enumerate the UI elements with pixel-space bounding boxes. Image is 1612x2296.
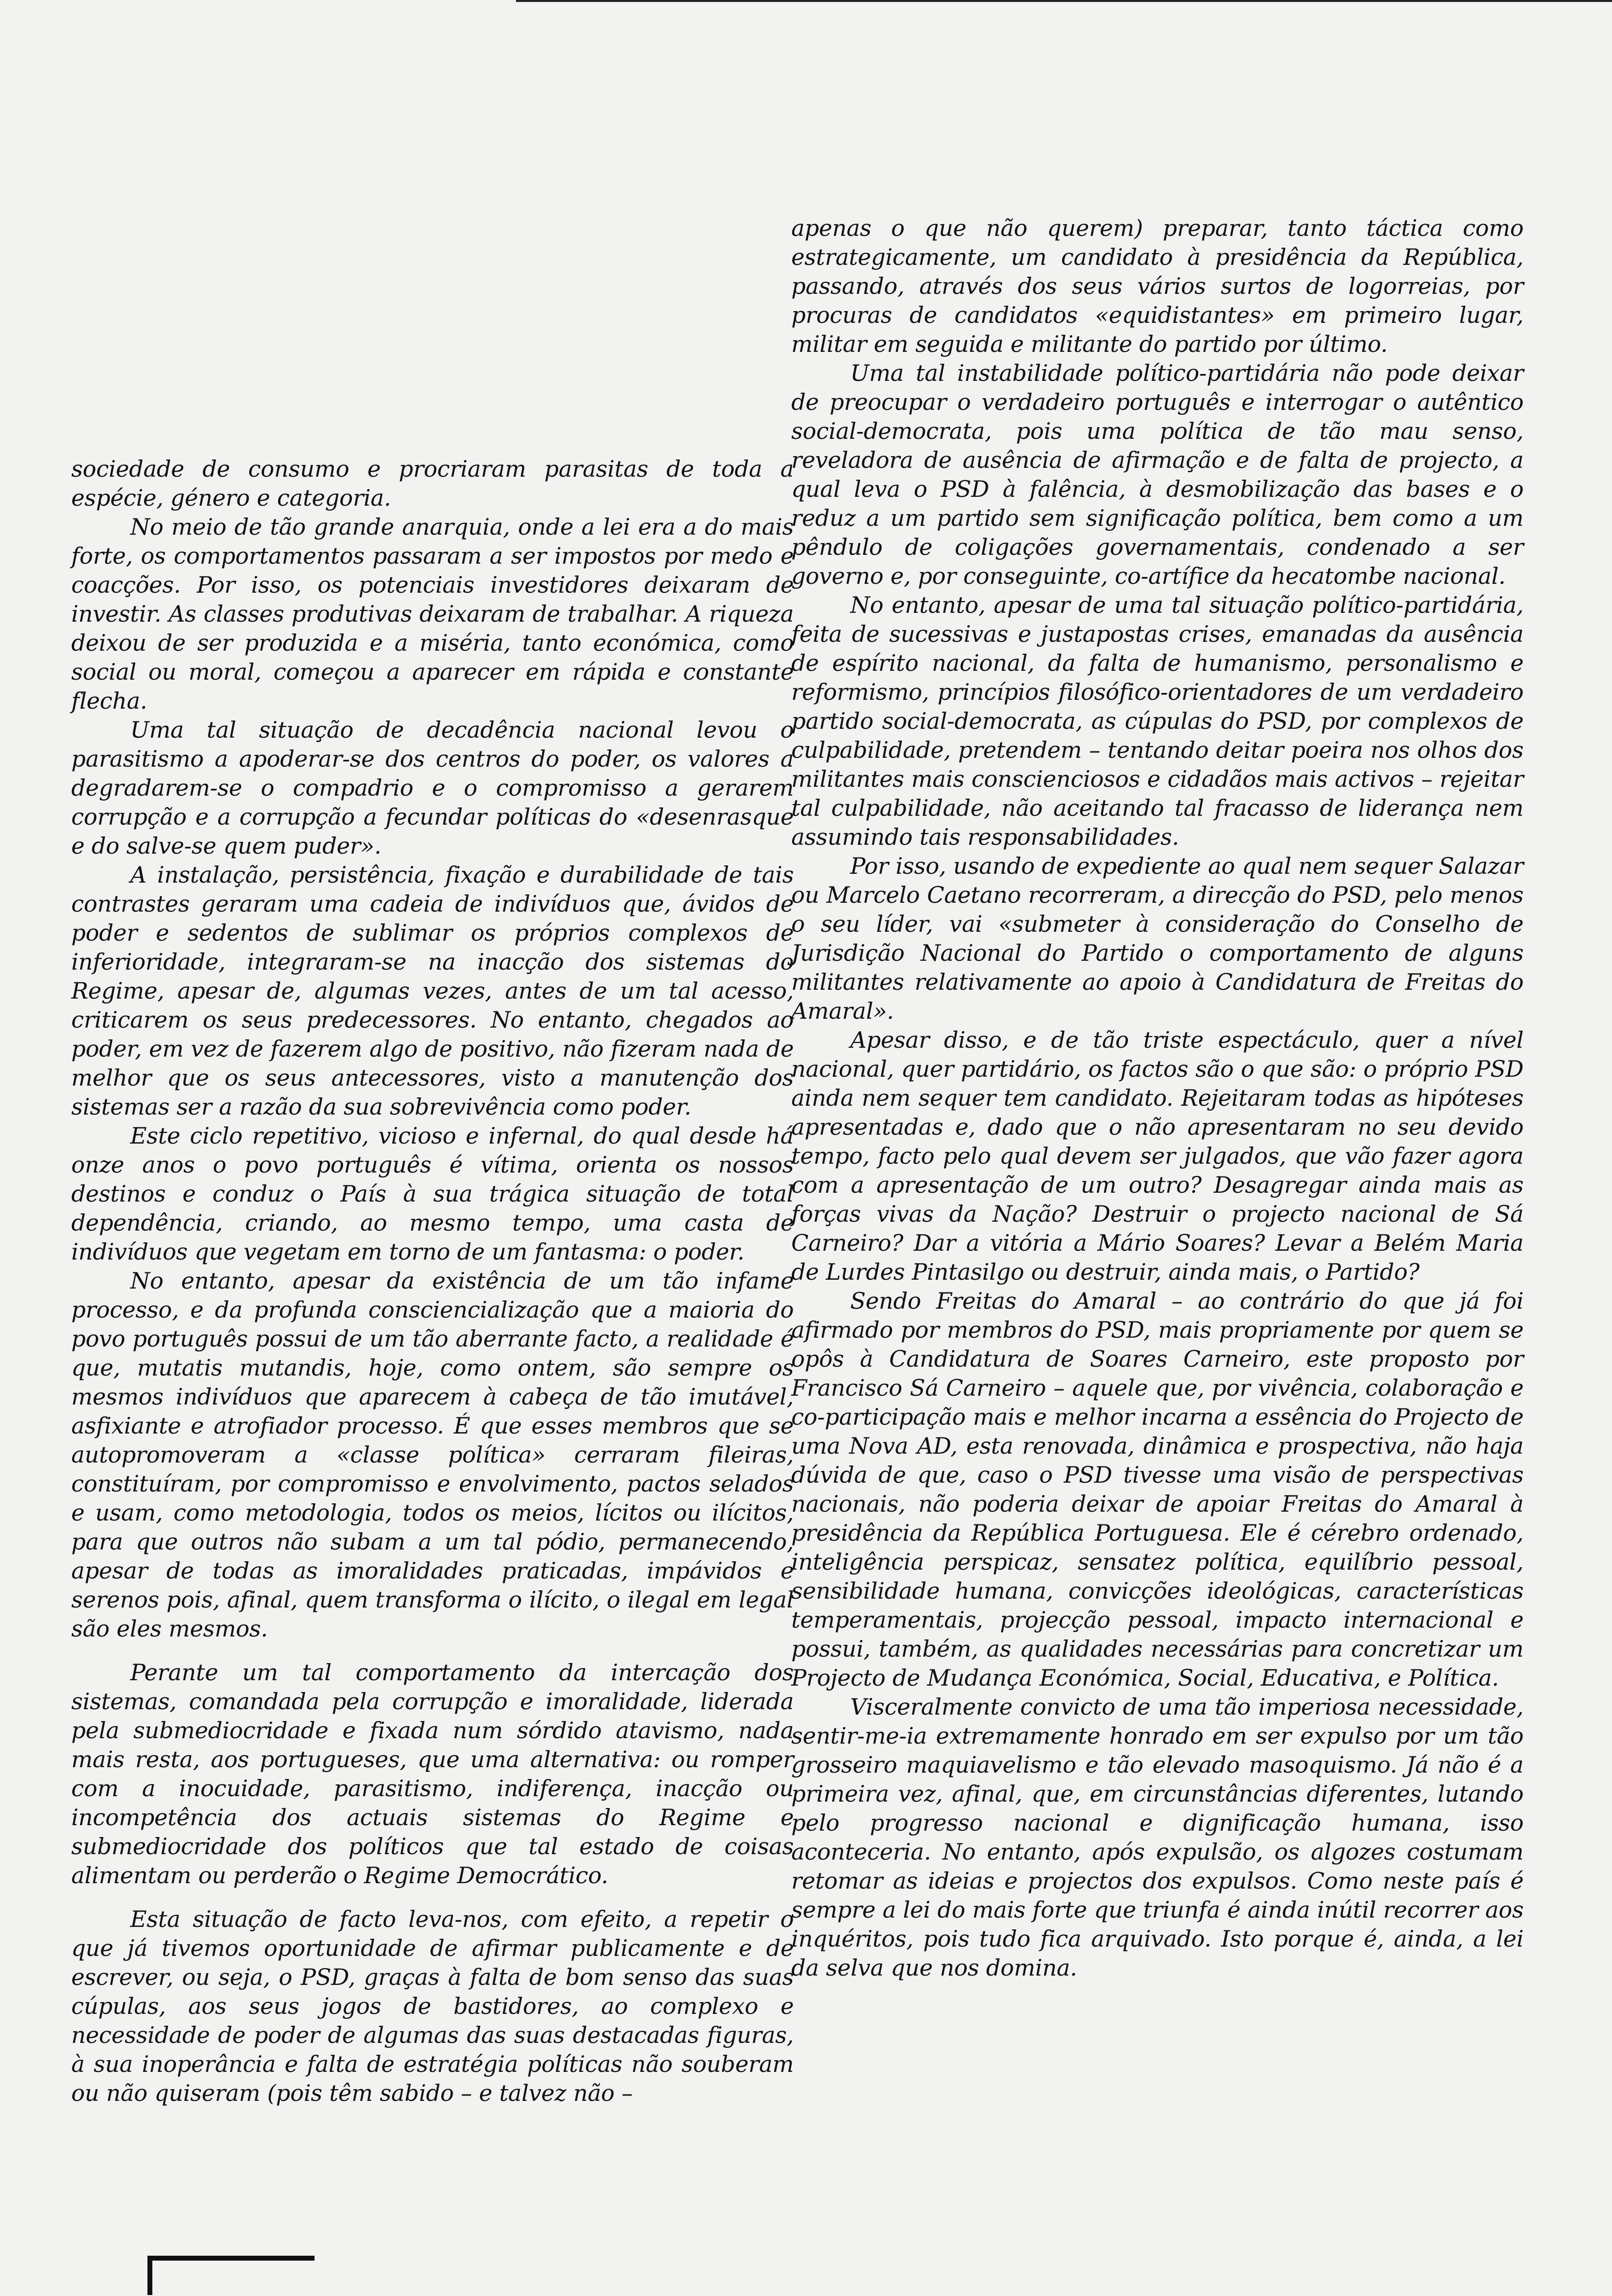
paragraph: Esta situação de facto leva-nos, com efeito, a repetir o que já tivemos oportunidade de afirmar publicamente e de escrever, ou seja, o PSD, graças à falta de bom senso das suas cúpulas, aos seus jogos de bastidores, ao complexo e necessidade de poder de algumas das suas destacadas figuras, à sua inoperância e falta de estratégia políticas não souberam ou não quiseram (pois têm sabido – e talvez não – bbox=[71, 1906, 794, 2106]
paragraph: Visceralmente convicto de uma tão imperiosa necessidade, sentir-me-ia extremamente honrado em ser expulso por um tão grosseiro maquiavelismo e tão elevado masoquismo. Já não é a primeira vez, afinal, que, em circunstâncias diferentes, lutando pelo progresso nacional e dignificação humana, isso aconteceria. No entanto, após expulsão, os algozes costumam retomar as ideias e projectos dos expulsos. Como neste país é sempre a lei do mais forte que triunfa é ainda inútil recorrer aos inquéritos, pois tudo fica arquivado. Isto porque é, ainda, a lei da selva que nos domina. bbox=[791, 1693, 1524, 1981]
paragraph: Apesar disso, e de tão triste espectáculo, quer a nível nacional, quer partidário, os factos são o que são: o próprio PSD ainda nem sequer tem candidato. Rejeitaram todas as hipóteses apresentadas e, dado que o não apresentaram no seu devido tempo, facto pelo qual devem ser julgados, que vão fazer agora com a apresentação de um outro? Desagregar ainda mais as forças vivas da Nação? Destruir o projecto nacional de Sá Carneiro? Dar a vitória a Mário Soares? Levar a Belém Maria de Lurdes Pintasilgo ou destruir, ainda mais, o Partido? bbox=[791, 1027, 1524, 1285]
top-rule bbox=[516, 0, 1612, 2]
paragraph: Sendo Freitas do Amaral – ao contrário do que já foi afirmado por membros do PSD, mais propriamente por quem se opôs à Candidatura de Soares Carneiro, este proposto por Francisco Sá Carneiro – aquele que, por vivência, colaboração e co-participação mais e melhor incarna a essência do Projecto de uma Nova AD, esta renovada, dinâmica e prospectiva, não haja dúvida de que, caso o PSD tivesse uma visão de perspectivas nacionais, não poderia deixar de apoiar Freitas do Amaral à presidência da República Portuguesa. Ele é cérebro ordenado, inteligência perspicaz, sensatez política, equilíbrio pessoal, sensibilidade humana, convicções ideológicas, características temperamentais, projecção pessoal, impacto internacional e possui, também, as qualidades necessárias para concretizar um Projecto de Mudança Económica, Social, Educativa, e Política. bbox=[791, 1288, 1524, 1691]
paragraph: Perante um tal comportamento da intercação dos sistemas, comandada pela corrupção e imoralidade, liderada pela submediocridade e fixada num sórdido atavismo, nada mais resta, aos portugueses, que uma alternativa: ou romper com a inocuidade, parasitismo, indiferença, inacção ou incompetência dos actuais sistemas do Regime e submediocridade dos políticos que tal estado de coisas alimentam ou perderão o Regime Democrático. bbox=[71, 1659, 794, 1889]
left-column bbox=[71, 455, 794, 2108]
paragraph: A instalação, persistência, fixação e durabilidade de tais contrastes geraram uma cadeia de indivíduos que, ávidos de poder e sedentos de sublimar os próprios complexos de inferioridade, integraram-se na inacção dos sistemas do Regime, apesar de, algumas vezes, antes de um tal acesso, criticarem os seus predecessores. No entanto, chegados ao poder, em vez de fazerem algo de positivo, não fizeram nada de melhor que os seus antecessores, visto a manutenção dos sistemas ser a razão da sua sobrevivência como poder. bbox=[71, 861, 794, 1120]
paragraph: Uma tal instabilidade político-partidária não pode deixar de preocupar o verdadeiro português e interrogar o autêntico social-democrata, pois uma política de tão mau senso, reveladora de ausência de afirmação e de falta de projecto, a qual leva o PSD à falência, à desmobilização das bases e o reduz a um partido sem significação política, bem como a um pêndulo de coligações governamentais, condenado a ser governo e, por conseguinte, co-artífice da hecatombe nacional. bbox=[791, 360, 1524, 589]
paragraph: Por isso, usando de expediente ao qual nem sequer Salazar ou Marcelo Caetano recorreram, a direcção do PSD, pelo menos o seu líder, vai «submeter à consideração do Conselho de Jurisdição Nacional do Partido o comportamento de alguns militantes relativamente ao apoio à Candidatura de Freitas do Amaral». bbox=[791, 853, 1524, 1024]
paragraph: No entanto, apesar da existência de um tão infame processo, e da profunda consciencialização que a maioria do povo português possui de um tão aberrante facto, a realidade é que, mutatis mutandis, hoje, como ontem, são sempre os mesmos indivíduos que aparecem à cabeça de tão imutável, asfixiante e atrofiador processo. É que esses membros que se autopromoveram a «classe política» cerraram fileiras, constituíram, por compromisso e envolvimento, pactos selados e usam, como metodologia, todos os meios, lícitos ou ilícitos, para que outros não subam a um tal pódio, permanecendo, apesar de todas as imoralidades praticadas, impávidos e serenos pois, afinal, quem transforma o ilícito, o ilegal em legal são eles mesmos. bbox=[71, 1267, 794, 1642]
paragraph: sociedade de consumo e procriaram parasitas de toda a espécie, género e categoria. bbox=[71, 456, 794, 511]
paragraph: Uma tal situação de decadência nacional levou o parasitismo a apoderar-se dos centros do poder, os valores a degradarem-se o compadrio e o compromisso a gerarem corrupção e a corrupção a fecundar políticas do «desenrasque e do salve-se quem puder». bbox=[71, 717, 794, 859]
paragraph: No entanto, apesar de uma tal situação político-partidária, feita de sucessivas e justapostas crises, emanadas da ausência de espírito nacional, da falta de humanismo, personalismo e reformismo, princípios filosófico-orientadores de um verdadeiro partido social-democrata, as cúpulas do PSD, por complexos de culpabilidade, pretendem – tentando deitar poeira nos olhos dos militantes mais conscienciosos e cidadãos mais activos – rejeitar tal culpabilidade, não aceitando tal fracasso de liderança nem assumindo tais responsabilidades. bbox=[791, 592, 1524, 850]
right-column bbox=[791, 214, 1524, 1982]
corner-crop-mark bbox=[147, 2256, 315, 2295]
paragraph: No meio de tão grande anarquia, onde a lei era a do mais forte, os comportamentos passaram a ser impostos por medo e coacções. Por isso, os potenciais investidores deixaram de investir. As classes produtivas deixaram de trabalhar. A riqueza deixou de ser produzida e a miséria, tanto económica, como social ou moral, começou a aparecer em rápida e constante flecha. bbox=[71, 514, 794, 714]
paragraph: apenas o que não querem) preparar, tanto táctica como estrategicamente, um candidato à presidência da República, passando, através dos seus vários surtos de logorreias, por procuras de candidatos «equidistantes» em primeiro lugar, militar em seguida e militante do partido por último. bbox=[791, 215, 1524, 357]
paragraph: Este ciclo repetitivo, vicioso e infernal, do qual desde há onze anos o povo português é vítima, orienta os nossos destinos e conduz o País à sua trágica situação de total dependência, criando, ao mesmo tempo, uma casta de indivíduos que vegetam em torno de um fantasma: o poder. bbox=[71, 1122, 794, 1265]
